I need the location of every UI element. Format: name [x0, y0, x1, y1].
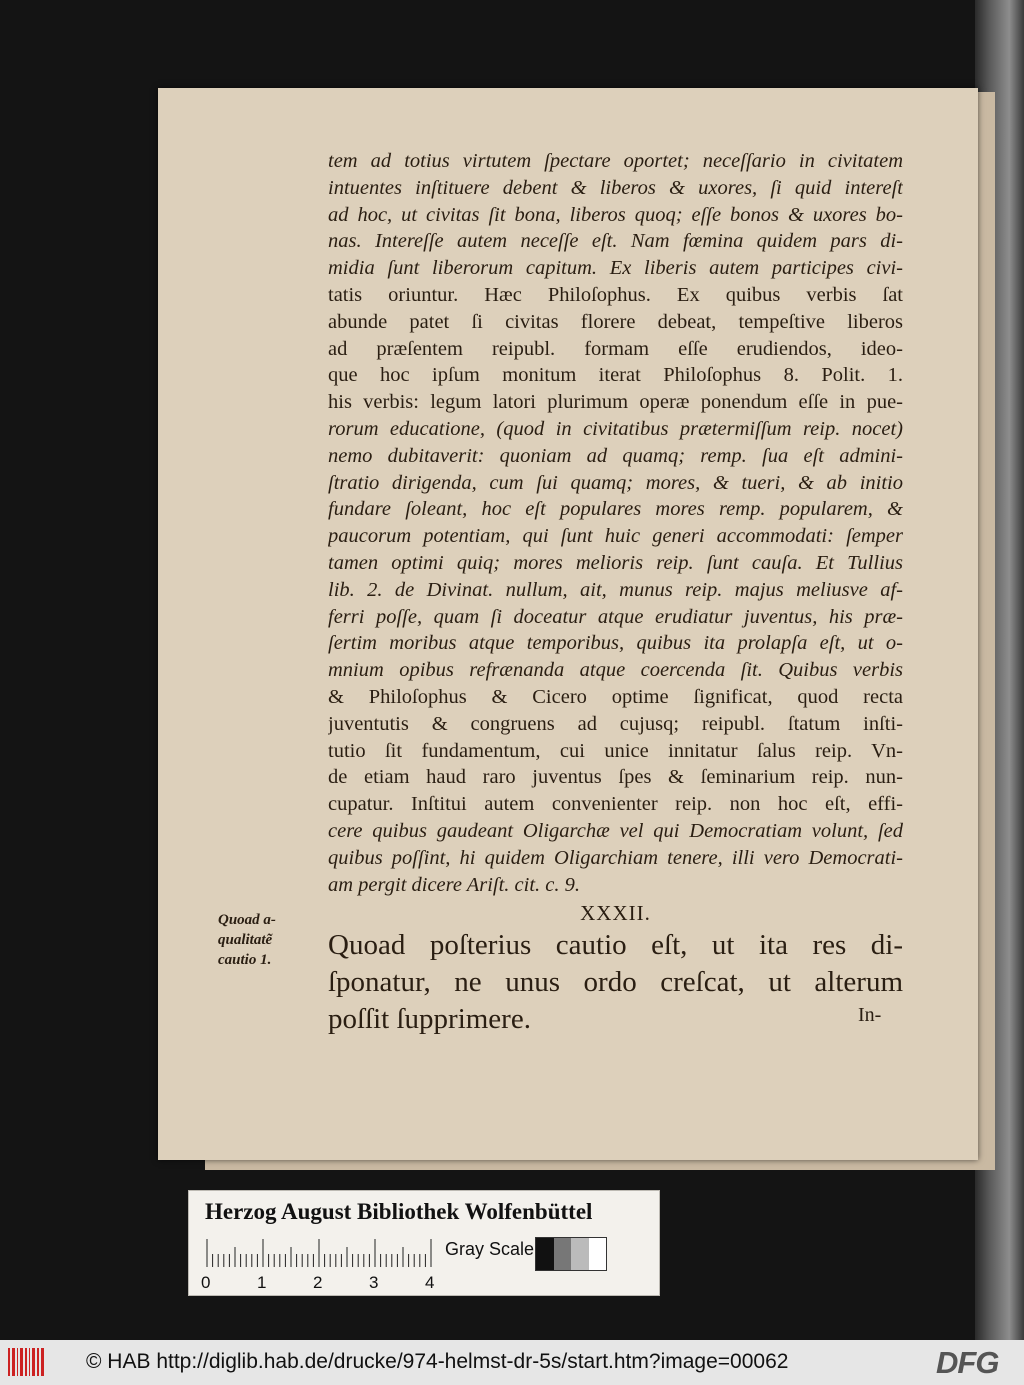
margin-note-line: cautio 1. [218, 952, 272, 968]
text-line: juventutis & congruens ad cujusq; reipubl. ſtatum inſti- [328, 712, 903, 735]
scale-number: 1 [257, 1273, 267, 1292]
source-link[interactable]: © HAB http://diglib.hab.de/drucke/974-helmst-dr-5s/start.htm?image=00062 [86, 1350, 789, 1373]
ruler-ticks [205, 1239, 425, 1267]
scale-number: 0 [201, 1273, 211, 1292]
text-line: quibus poſſint, hi quidem Oligarchiam tenere, illi vero Democrati- [328, 846, 903, 869]
text-line: tamen optimi quiq; mores melioris reip. ſunt cauſa. Et Tullius [328, 551, 903, 574]
text-line: de etiam haud raro juventus ſpes & ſeminarium reip. nun- [328, 766, 903, 789]
text-line: nas. Intereſſe autem neceſſe eſt. Nam fœmina quidem pars di- [328, 230, 903, 253]
barcode-icon [8, 1348, 48, 1376]
section-heading: XXXII. [580, 901, 651, 926]
text-line: ad præſentem reipubl. formam eſſe erudiendos, ideo- [328, 337, 903, 360]
text-line: abunde patet ſi civitas florere debeat, tempeſtive liberos [328, 310, 903, 333]
scale-number: 3 [369, 1273, 379, 1292]
scale-number: 4 [425, 1273, 435, 1292]
text-line: tutio ſit fundamentum, cui unice innitatur ſalus reip. Vn- [328, 739, 903, 762]
text-line: ad hoc, ut civitas ſit bona, liberos quoq; eſſe bonos & uxores bo- [328, 203, 903, 226]
text-line: rorum educatione, (quod in civitatibus prætermiſſum reip. nocet) [328, 417, 903, 440]
catchword: In- [858, 1004, 882, 1026]
gray-scale-label: Gray Scale [445, 1239, 535, 1259]
dfg-logo: DFG [936, 1345, 999, 1380]
text-line: & Philoſophus & Cicero optime ſignificat, quod recta [328, 685, 903, 708]
text-line: fundare ſoleant, hoc eſt populares mores remp. popularem, & [328, 498, 903, 521]
large-text-line: Quoad poſterius cautio eſt, ut ita res di- [328, 929, 903, 962]
text-line: cupatur. Inſtitui autem convenienter reip. non hoc eſt, effi- [328, 793, 903, 816]
scale-number: 2 [313, 1273, 323, 1292]
text-line: ſertim moribus atque temporibus, quibus ita prolapſa eſt, ut o- [328, 632, 903, 655]
body-text [328, 148, 903, 1038]
text-line: lib. 2. de Divinat. nullum, ait, munus reip. majus meliusve af- [328, 578, 903, 601]
text-line: tem ad totius virtutem ſpectare oportet; neceſſario in civitatem [328, 150, 903, 172]
text-line: paucorum potentiam, qui ſunt huic generi accommodati: ſemper [328, 525, 903, 548]
library-title: Herzog August Bibliothek Wolfenbüttel [205, 1199, 593, 1224]
text-line: intuentes inſtituere debent & liberos & uxores, ſi quid intereſt [328, 176, 903, 199]
color-scale-card [188, 1190, 660, 1296]
gray-scale-swatches [535, 1237, 607, 1271]
book-page [158, 88, 978, 1160]
text-line: am pergit dicere Ariſt. cit. c. 9. [328, 873, 581, 896]
text-line: midia ſunt liberorum capitum. Ex liberis autem participes civi- [328, 257, 903, 280]
large-text-line: ſponatur, ne unus ordo creſcat, ut alterum [328, 966, 903, 999]
text-line: nemo dubitaverit: quoniam ad quamq; remp. ſua eſt admini- [328, 444, 903, 467]
margin-note [218, 910, 313, 970]
text-line: ferri poſſe, quam ſi doceatur atque erudiatur juventus, his præ- [328, 605, 903, 628]
margin-note-line: qualitatẽ [218, 932, 273, 948]
text-line: ſtratio dirigenda, cum ſui quamq; mores, & tueri, & ab initio [328, 471, 903, 494]
text-line: mnium opibus refrænanda atque coercenda ſit. Quibus verbis [328, 659, 903, 682]
text-line: cere quibus gaudeant Oligarchæ vel qui Democratiam volunt, ſed [328, 819, 903, 842]
text-line: tatis oriuntur. Hæc Philoſophus. Ex quibus verbis ſat [328, 283, 903, 306]
margin-note-line: Quoad a- [218, 912, 276, 928]
footer-bar [0, 1340, 1024, 1385]
text-line: his verbis: legum latori plurimum operæ ponendum eſſe in pue- [328, 391, 903, 414]
large-text-line: poſſit ſupprimere. [328, 1003, 531, 1036]
text-line: que hoc ipſum monitum iterat Philoſophus 8. Polit. 1. [328, 364, 903, 387]
